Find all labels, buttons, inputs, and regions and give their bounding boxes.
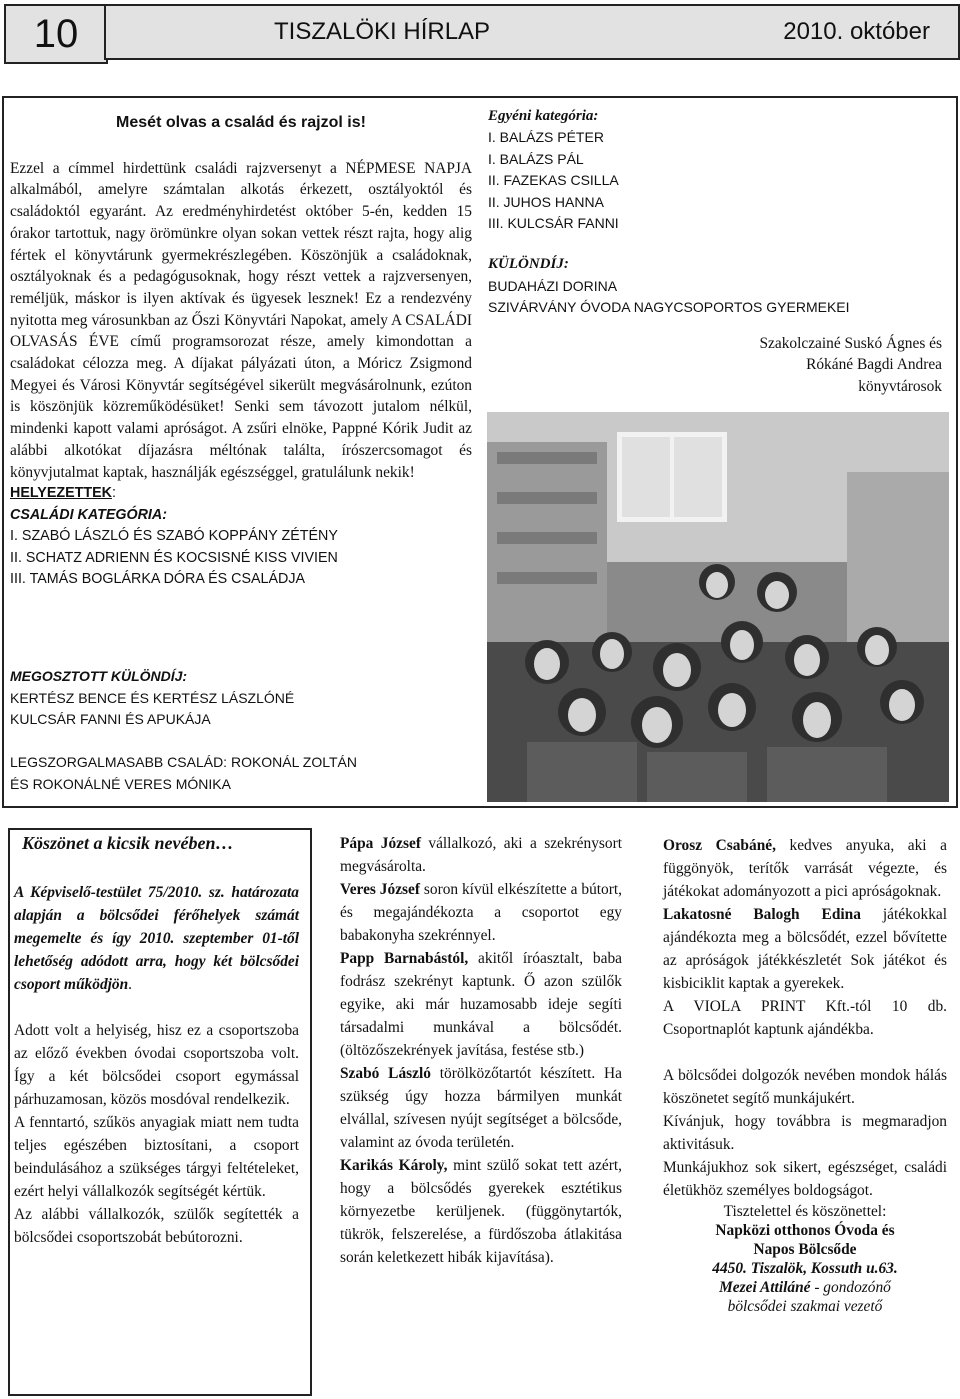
shared-prize-2: KULCSÁR FANNI ÉS APUKÁJA — [10, 711, 211, 728]
newspaper-header — [104, 4, 960, 60]
signature-line-2: Rókáné Bagdi Andrea — [806, 356, 942, 374]
article-body: Ezzel a címmel hirdettünk családi rajzversenyt a NÉPMESE NAPJA alkalmából, amelyre számtalan alkotás érkezett, osztályoktól és családoktól egyaránt. Az eredményhirdetést október 5-én, kedden 15 órakor tartottuk, nagy örömünkre olyan sokan vettek részt rajta, hogy alig fértek el könyvtárunk gyermekrészlegében. Köszönjük a családoknak, osztályoknak és a pedagógusoknak, hogy részt vettek a rajzversenyen, reméljük, máskor is ilyen aktívak és ügyesek lesznek! Ez a rendezvény nyitotta meg városunkban az Őszi Könyvtári Napokat, amely A CSALÁDI OLVASÁS ÉVE című programsorozat része, amely kimondottan a családokat célozza meg. A díjakat pályázati úton, a Móricz Zsigmond Megyei és Városi Könyvtár segítségével sikerült megvásárolnunk, ezúton is köszönjük közreműködésüket! Senki sem távozott jutalom nélkül, mindenki kapott valami apróságot. A zsűri elnöke, Pappné Kórik Judit az alábbi alkotókat díjazásra méltónak találta, írószercsomagot és könyvjutalmat kaptak, használják egészséggel, gratulálunk nekik! — [10, 159, 472, 481]
donor-3-text: akitől íróasztalt, baba fodrász szekrényt kaptunk. Ő azon szülők egyike, aki már huzamosabb ideje segíti társadalmi munkával a bölcsődét. (öltözőszekrények javítása, festése stb.) — [340, 950, 622, 1059]
donor-5-name: Karikás Károly, — [340, 1157, 448, 1174]
family-result-2: II. SCHATZ ADRIENN ÉS KOCSISNÉ KISS VIVIEN — [10, 549, 338, 566]
results-block — [10, 483, 472, 591]
donor-2-text: soron kívül elkészítette a bútort, és megajándékozta a csoportot egy babakonyha szekrénnyel. — [340, 881, 622, 944]
resolution-text: A Képviselő-testület 75/2010. sz. határozata alapján a bölcsődei férőhelyek számát megemelte és így 2010. szeptember 01-től lehetőség adódott arra, hogy két bölcsődei csoport működjön — [14, 884, 299, 993]
photo-illustration — [487, 412, 949, 802]
resolution-paragraph — [14, 881, 299, 996]
thanks-1: A bölcsődei dolgozók nevében mondok hálás köszönetet segítő munkájukért. — [663, 1067, 947, 1107]
most-diligent-line-2: ÉS ROKONÁLNÉ VERES MÓNIKA — [10, 775, 231, 792]
donor-1-text: vállalkozó, aki a szekrénysort megvásárolta. — [340, 835, 622, 875]
signature-block — [488, 333, 948, 398]
article2-title: Köszönet a kicsik nevében… — [22, 833, 234, 853]
sign-line-5 — [663, 1278, 947, 1297]
individual-results — [488, 106, 948, 234]
results-heading — [10, 483, 472, 505]
special-prize-label: KÜLÖNDÍJ: — [488, 256, 569, 273]
page-number — [4, 4, 108, 64]
individual-result-2: I. BALÁZS PÁL — [488, 150, 584, 167]
page-number-text: 10 — [33, 11, 79, 56]
family-result-1: I. SZABÓ LÁSZLÓ ÉS SZABÓ KOPPÁNY ZÉTÉNY — [10, 528, 338, 545]
donor-5 — [340, 1154, 622, 1269]
donor-5-text: mint szülő sokat tett azért, hogy a bölcsődés gyerekek esztétikus környezetbe kerüljenek. (függönytartók, tükrök, felszerelése, a fürdőszoba átlakitása során keletkezett hibák kijavítása). — [340, 1157, 622, 1266]
donor-3-name: Papp Barnabástól, — [340, 950, 469, 967]
donor-1 — [340, 832, 622, 878]
donor-4-text: törölközőtartót készített. Ha szükség úgy hozza bármilyen munkát elvállal, szívesen nyújt segítséget a bölcsőde, valamint az óvoda területén. — [340, 1065, 622, 1151]
newspaper-title: TISZALÖKI HÍRLAP — [274, 18, 491, 45]
article-title: Mesét olvas a család és rajzol is! — [116, 114, 366, 131]
donor-6-name: Orosz Csabáné, — [663, 837, 776, 854]
donor-6-text: kedves anyuka, aki a függönyök, terítők varrását végezte, és játékokat adományozott a pici apróságoknak. — [663, 837, 947, 900]
sign-line-6: bölcsődei szakmai vezető — [727, 1298, 883, 1315]
article2-signature — [663, 1202, 947, 1316]
shared-prize-label: MEGOSZTOTT KÜLÖNDÍJ: — [10, 668, 188, 684]
special-prize-block — [488, 254, 948, 318]
viola-print: A VIOLA PRINT Kft.-tól 10 db. Csoportnaplót kaptunk ajándékba. — [663, 998, 947, 1038]
special-prize-1: BUDAHÁZI DORINA — [488, 277, 618, 294]
donor-4-name: Szabó László — [340, 1065, 431, 1082]
article2-column-1 — [14, 832, 299, 1249]
donor-2-name: Veres József — [340, 881, 420, 898]
donor-6 — [663, 834, 947, 903]
individual-result-3: II. FAZEKAS CSILLA — [488, 172, 619, 189]
results-heading-text: HELYEZETTEK — [10, 485, 112, 502]
family-category-label: CSALÁDI KATEGÓRIA: — [10, 506, 167, 523]
individual-result-5: III. KULCSÁR FANNI — [488, 215, 619, 232]
article2-column-3 — [663, 834, 947, 1316]
article2-column-2 — [340, 832, 622, 1269]
issue-date: 2010. október — [783, 18, 930, 45]
sign-line-4: 4450. Tiszalök, Kossuth u.63. — [712, 1260, 898, 1277]
signature-line-3: könyvtárosok — [858, 378, 942, 396]
article2-para-1: Adott volt a helyiség, hisz ez a csoportszoba az előző években óvodai csoportszoba volt. Így a két bölcsődei csoport egymással párhuzamosan, közös mosdóval rendelkezik. — [14, 1022, 299, 1108]
resolution-end: . — [128, 976, 133, 993]
thanks-3: Munkájukhoz sok sikert, egészséget, családi életükhöz személyes boldogságot. — [663, 1159, 947, 1199]
donor-7 — [663, 903, 947, 995]
sign-line-5-rest: - gondozónő — [810, 1279, 891, 1296]
individual-result-1: I. BALÁZS PÉTER — [488, 129, 604, 146]
sign-line-2: Napközi otthonos Óvoda és — [715, 1222, 895, 1239]
sign-line-3: Napos Bölcsőde — [753, 1241, 857, 1258]
donor-7-text: játékokkal ajándékozta meg a bölcsődét, ezzel bővítette az apróságok játékkészletét Sok játékot és kisbiciklit kaptak a gyerekek. — [663, 906, 948, 992]
most-diligent-line-1: LEGSZORGALMASABB CSALÁD: ROKONÁL ZOLTÁN — [10, 754, 357, 770]
shared-prize-block — [10, 666, 470, 731]
most-diligent-block — [10, 752, 470, 795]
donor-3 — [340, 947, 622, 1062]
thanks-2: Kívánjuk, hogy továbbra is megmaradjon aktivitásuk. — [663, 1113, 947, 1153]
family-result-3: III. TAMÁS BOGLÁRKA DÓRA ÉS CSALÁDJA — [10, 571, 306, 588]
individual-result-4: II. JUHOS HANNA — [488, 193, 604, 210]
shared-prize-1: KERTÉSZ BENCE ÉS KERTÉSZ LÁSZLÓNÉ — [10, 689, 295, 706]
article-right-column — [488, 106, 948, 398]
results-heading-colon: : — [111, 485, 116, 502]
signature-line-1: Szakolczainé Suskó Ágnes és — [759, 334, 942, 352]
donor-7-name: Lakatosné Balogh Edina — [663, 906, 861, 923]
article-left-column — [10, 112, 472, 591]
group-photo — [487, 412, 949, 802]
individual-category-label: Egyéni kategória: — [488, 108, 599, 124]
article2-para-2: A fenntartó, szűkös anyagiak miatt nem tudta teljes egészében biztosítani, a csoport beindulásához a szükséges tárgyi feltételeket, ezért helyi vállalkozók segítségét kértük. — [14, 1114, 299, 1200]
donor-1-name: Pápa József — [340, 835, 421, 852]
special-prize-2: SZIVÁRVÁNY ÓVODA NAGYCSOPORTOS GYERMEKEI — [488, 299, 850, 316]
sign-line-1: Tisztelettel és köszönettel: — [723, 1203, 887, 1220]
article2-para-3: Az alábbi vállalkozók, szülők segítették a bölcsődei csoportszobát bebútorozni. — [14, 1206, 299, 1246]
donor-2 — [340, 878, 622, 947]
sign-line-5-name: Mezei Attiláné — [719, 1279, 811, 1296]
donor-4 — [340, 1062, 622, 1154]
